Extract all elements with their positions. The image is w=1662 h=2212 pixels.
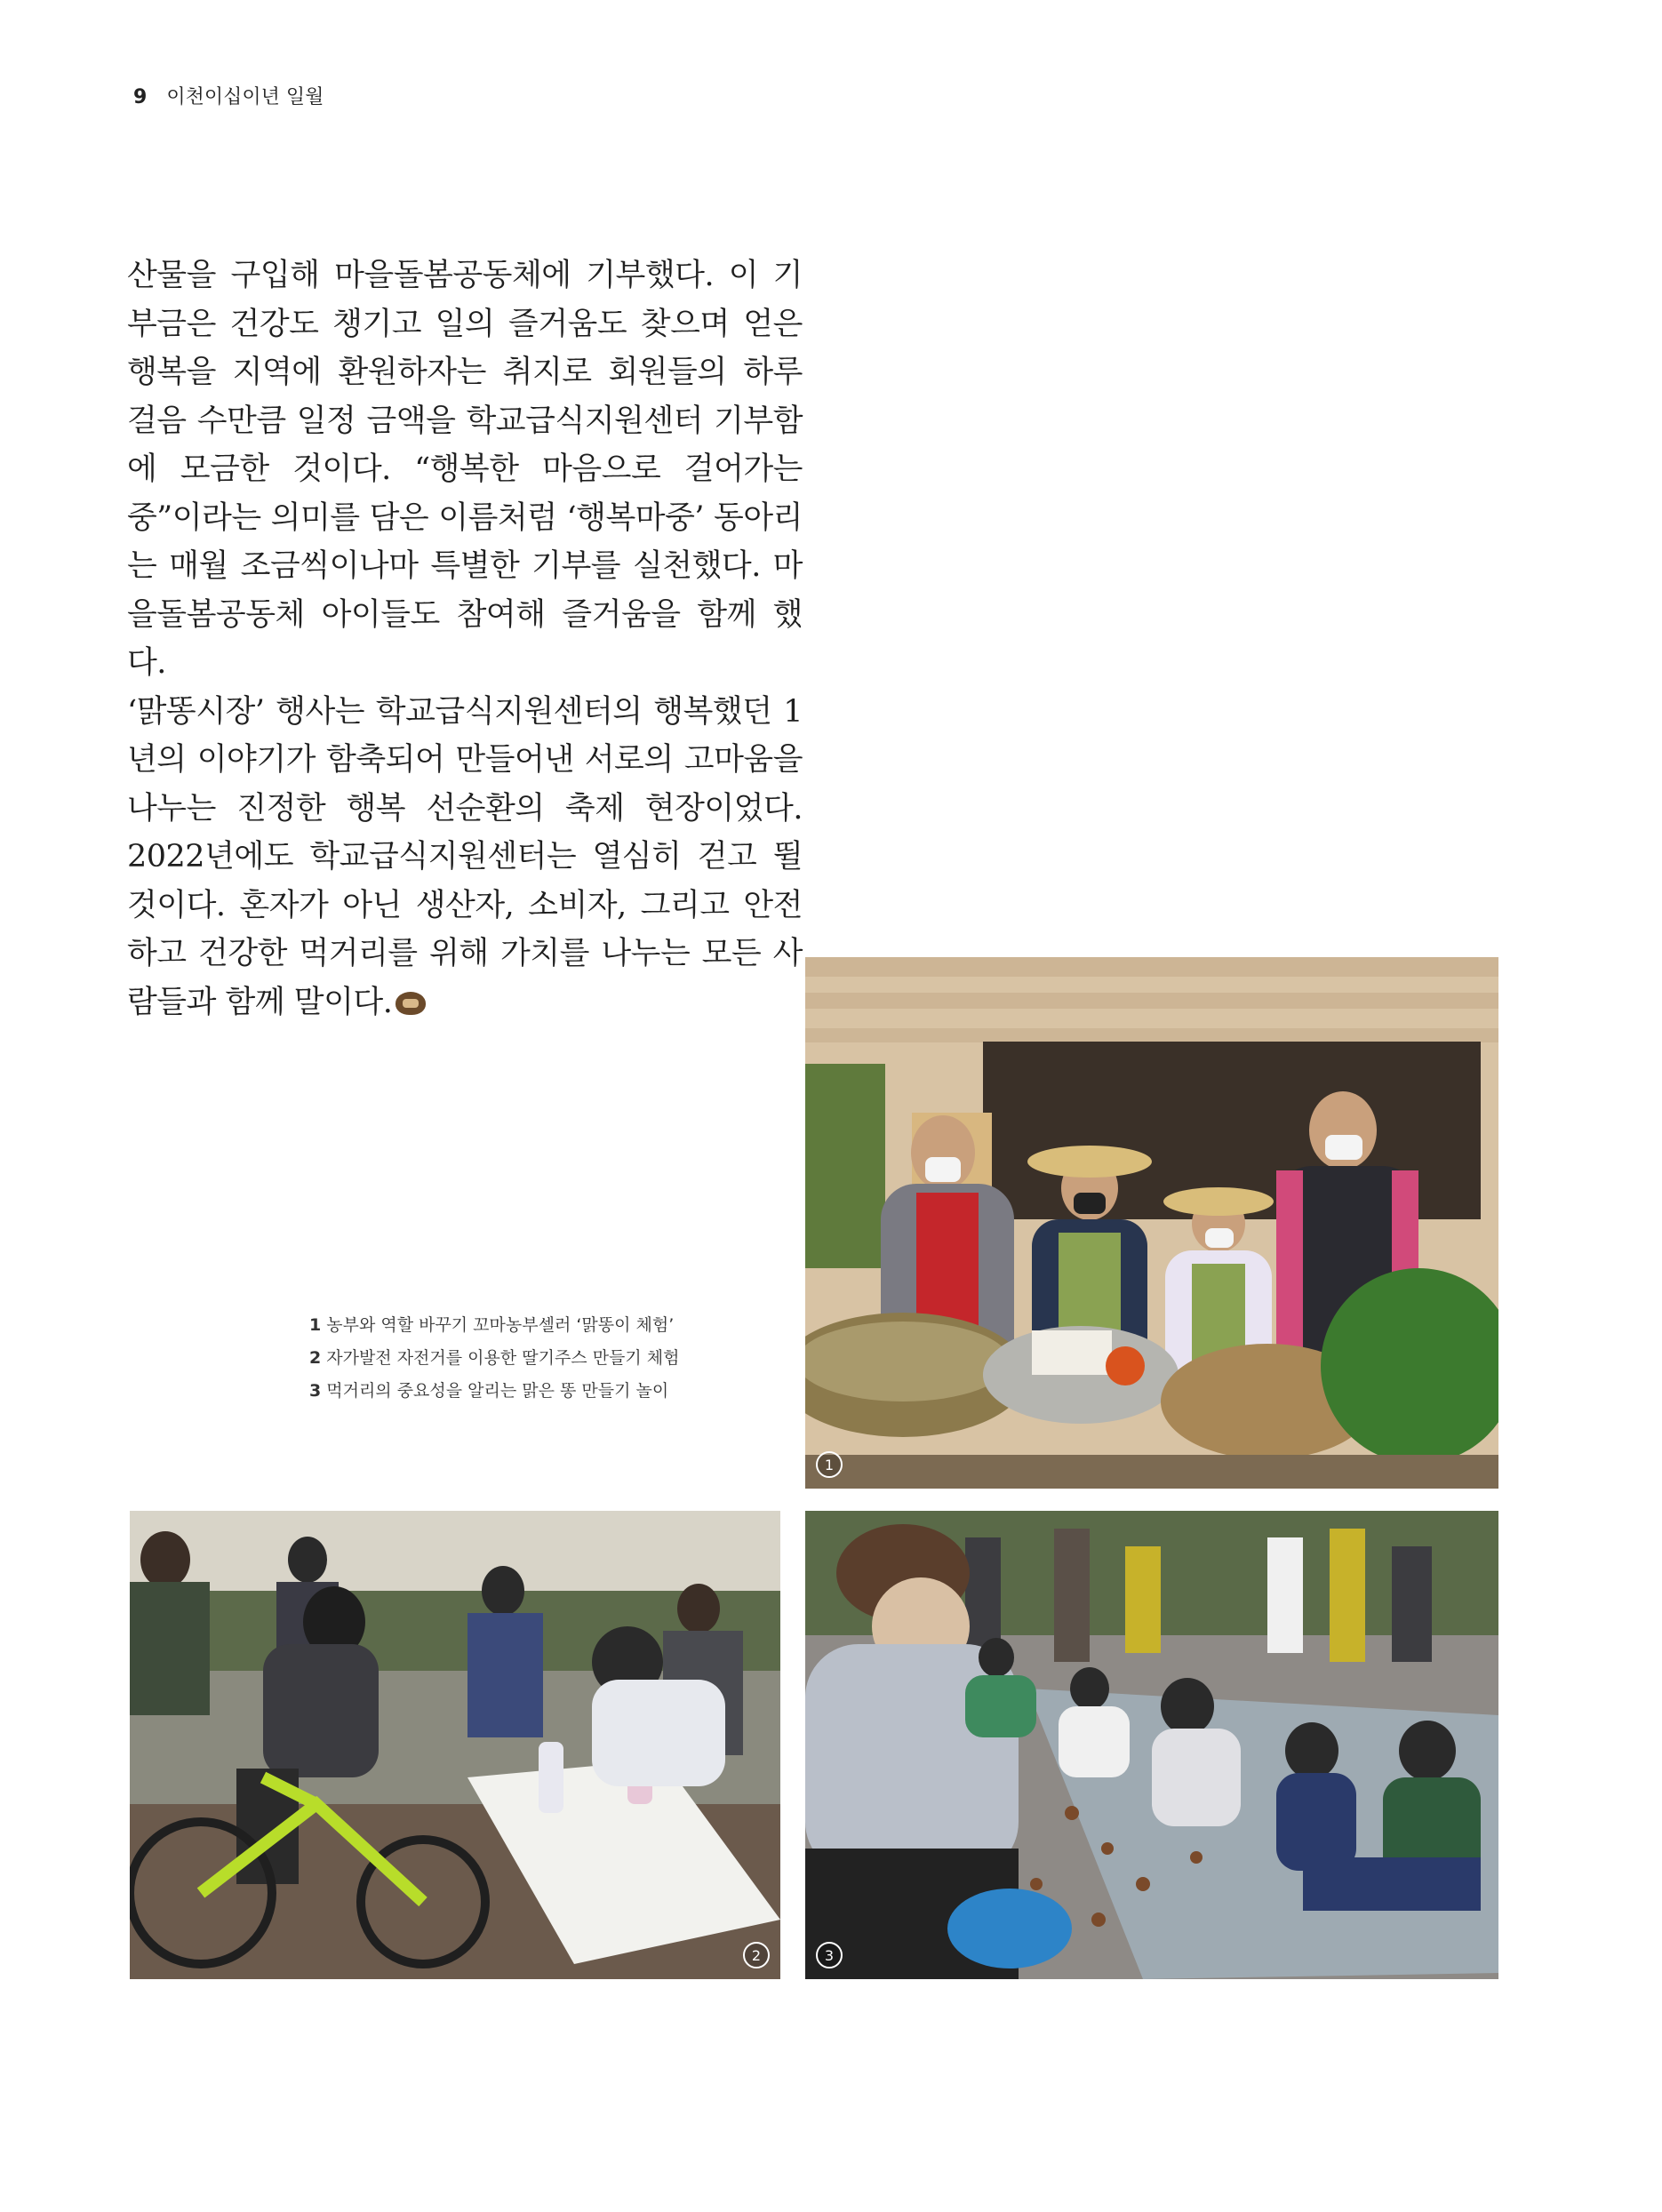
photo-bicycle-juice <box>130 1511 780 1979</box>
page-number: 9 <box>133 86 148 108</box>
issue-date: 이천이십이년 일월 <box>166 86 324 108</box>
photo-number-badge: 3 <box>816 1942 843 1968</box>
article-body <box>127 252 803 1026</box>
end-mark-icon <box>396 992 426 1015</box>
photo-market-stall <box>805 957 1498 1489</box>
photo-clay-activity <box>805 1511 1498 1979</box>
article-paragraph: 산물을 구입해 마을돌봄공동체에 기부했다. 이 기부금은 건강도 챙기고 일의 즐거움도 찾으며 얻은 행복을 지역에 환원하자는 취지로 회원들의 하루 걸음 수만큼 일정 금액을 학교급식지원센터 기부함에 모금한 것이다. “행복한 마음으로 걸어가는 중”이라는 의미를 담은 이름처럼 ‘행복마중’ 동아리는 매월 조금씩이나마 특별한 기부를 실천했다. 마을돌봄공동체 아이들도 참여해 즐거움을 함께 했다. <box>127 258 803 681</box>
caption-item: 3 먹거리의 중요성을 알리는 맑은 똥 만들기 놀이 <box>309 1381 669 1401</box>
article-paragraph: ‘맑똥시장’ 행사는 학교급식지원센터의 행복했던 1년의 이야기가 함축되어 만들어낸 서로의 고마움을 나누는 진정한 행복 선순환의 축제 현장이었다. 2022년에도 학교급식지원센터는 열심히 걷고 뛸 것이다. 혼자가 아닌 생산자, 소비자, 그리고 안전하고 건강한 먹거리를 위해 가치를 나누는 모든 사람들과 함께 말이다. <box>127 693 803 1020</box>
photo-number-badge: 2 <box>743 1942 770 1968</box>
caption-item: 1 농부와 역할 바꾸기 꼬마농부셀러 ‘맑똥이 체험’ <box>309 1315 675 1335</box>
photo-captions <box>309 1309 680 1408</box>
caption-item: 2 자가발전 자전거를 이용한 딸기주스 만들기 체험 <box>309 1348 680 1368</box>
photo-number-badge: 1 <box>816 1451 843 1478</box>
page-header <box>133 82 324 109</box>
